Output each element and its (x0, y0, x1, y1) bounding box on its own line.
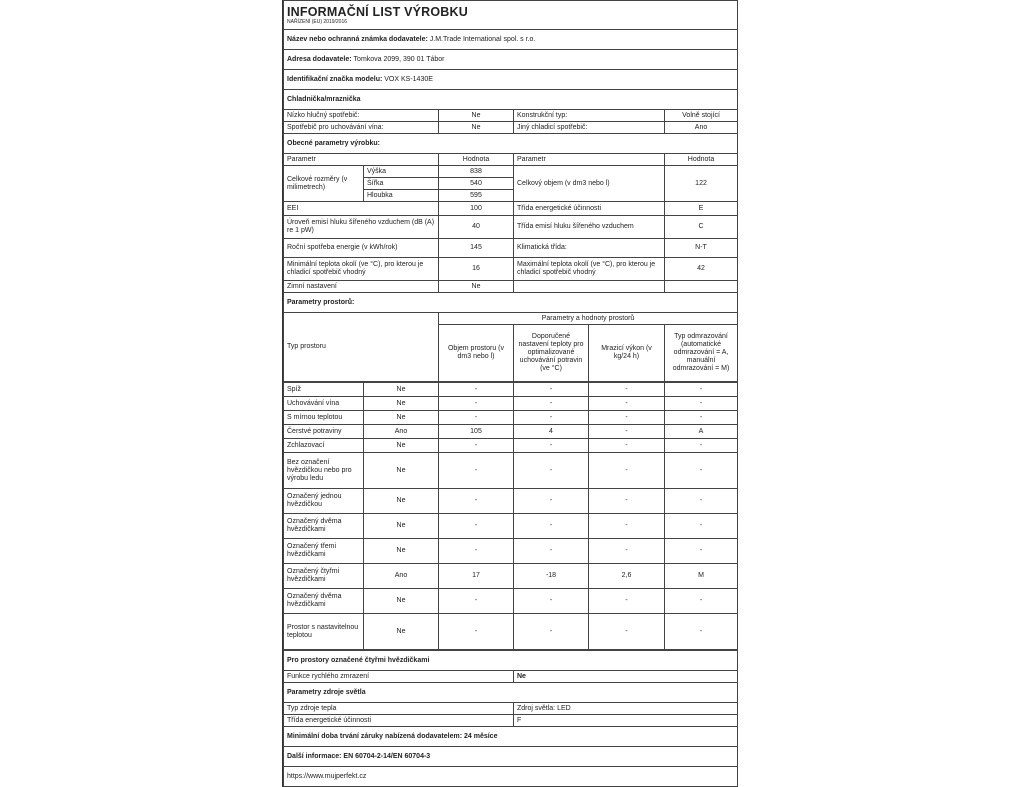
light-class-label: Třída energetické účinnosti (284, 715, 514, 727)
param-label: Třída emisí hluku šířeného vzduchem (514, 216, 665, 239)
title-row (284, 1, 738, 30)
compartment-temperature: - (514, 453, 589, 489)
general-header-row (284, 154, 738, 166)
compartment-name: Spíž (284, 383, 364, 397)
dimension-value: 595 (439, 190, 514, 202)
compartment-present: Ne (364, 514, 439, 539)
compartment-name: Označený jednou hvězdičkou (284, 489, 364, 514)
light-class-row (284, 715, 738, 727)
compartment-volume: 105 (439, 425, 514, 439)
compartment-defrost-type: - (665, 614, 738, 650)
compartment-defrost-type: - (665, 539, 738, 564)
category-left-value: Ne (439, 110, 514, 122)
compartment-freezing-capacity: - (589, 614, 665, 650)
supplier-name-label: Název nebo ochranná známka dodavatele: (287, 35, 428, 43)
col-header-param: Parametr (284, 154, 439, 166)
col-header-value: Hodnota (439, 154, 514, 166)
compartment-name: S mírnou teplotou (284, 411, 364, 425)
compartment-row (284, 453, 738, 489)
light-heading: Parametry zdroje světla (284, 683, 738, 703)
compartment-present: Ne (364, 489, 439, 514)
compartment-name: Označený dvěma hvězdičkami (284, 514, 364, 539)
compartment-defrost-type: A (665, 425, 738, 439)
compartment-freezing-capacity: - (589, 514, 665, 539)
compartment-present: Ano (364, 564, 439, 589)
compartment-name: Čerstvé potraviny (284, 425, 364, 439)
param-label: Maximální teplota okolí (ve °C), pro kterou je chladicí spotřebič vhodný (514, 258, 665, 281)
supplier-address-value: Tomkova 2099, 390 01 Tábor (353, 55, 445, 63)
category-right-label: Konstrukční typ: (514, 110, 665, 122)
category-right-value: Volně stojící (665, 110, 738, 122)
general-row (284, 202, 738, 216)
regulation-reference: NAŘÍZENÍ (EU) 2019/2016 (287, 19, 348, 25)
param-value: 42 (665, 258, 738, 281)
compartment-name: Označený čtyřmi hvězdičkami (284, 564, 364, 589)
compartment-group-header: Parametry a hodnoty prostorů (439, 313, 738, 325)
compartment-type-header: Typ prostoru (284, 313, 439, 382)
compartment-row (284, 614, 738, 650)
category-row (284, 122, 738, 134)
compartment-volume: - (439, 514, 514, 539)
info-table (283, 0, 738, 382)
compartment-freezing-capacity: - (589, 589, 665, 614)
compartment-volume: - (439, 614, 514, 650)
compartment-temperature: - (514, 411, 589, 425)
param-label: Klimatická třída: (514, 239, 665, 258)
compartment-freezing-capacity: 2,6 (589, 564, 665, 589)
compartment-temperature: - (514, 514, 589, 539)
compartment-freezing-capacity: - (589, 453, 665, 489)
compartment-row (284, 411, 738, 425)
dimension-row (284, 166, 738, 178)
dimensions-label: Celkové rozměry (v milimetrech) (284, 166, 364, 202)
compartment-row (284, 383, 738, 397)
warranty-row (284, 727, 738, 747)
compartment-temperature: - (514, 383, 589, 397)
compartment-volume: - (439, 397, 514, 411)
compartment-defrost-type: M (665, 564, 738, 589)
website-link[interactable]: https://www.mujperfekt.cz (284, 767, 738, 787)
light-class-value: F (514, 715, 738, 727)
compartment-name: Prostor s nastavitelnou teplotou (284, 614, 364, 650)
product-information-sheet (282, 0, 738, 787)
compartment-temperature: -18 (514, 564, 589, 589)
category-right-value: Ano (665, 122, 738, 134)
fast-freeze-value: Ne (514, 671, 738, 683)
compartment-present: Ne (364, 453, 439, 489)
supplier-address-row (284, 50, 738, 70)
light-type-label: Typ zdroje tepla (284, 703, 514, 715)
url-row (284, 767, 738, 787)
category-row (284, 110, 738, 122)
compartment-temperature: - (514, 439, 589, 453)
compartment-row (284, 425, 738, 439)
param-label (514, 281, 665, 293)
compartment-rows-table (283, 382, 738, 650)
category-left-label: Spotřebič pro uchovávání vína: (284, 122, 439, 134)
compartment-row (284, 539, 738, 564)
general-heading: Obecné parametry výrobku: (284, 134, 738, 154)
compartment-defrost-type: - (665, 453, 738, 489)
compartment-freezing-capacity: - (589, 489, 665, 514)
dimension-value: 540 (439, 178, 514, 190)
col-header-value: Hodnota (665, 154, 738, 166)
page-title: INFORMAČNÍ LIST VÝROBKU (287, 5, 468, 19)
compartment-volume: - (439, 453, 514, 489)
compartment-present: Ano (364, 425, 439, 439)
fast-freeze-row (284, 671, 738, 683)
col-header-param: Parametr (514, 154, 665, 166)
model-id-row (284, 70, 738, 90)
param-value: E (665, 202, 738, 216)
compartment-present: Ne (364, 397, 439, 411)
compartment-present: Ne (364, 539, 439, 564)
compartment-defrost-type: - (665, 383, 738, 397)
category-heading: Chladnička/mraznička (284, 90, 738, 110)
general-row (284, 216, 738, 239)
compartment-defrost-type: - (665, 411, 738, 425)
compartment-freezing-capacity: - (589, 439, 665, 453)
light-type-value: Zdroj světla: LED (514, 703, 738, 715)
compartment-name: Označený třemi hvězdičkami (284, 539, 364, 564)
param-value: 100 (439, 202, 514, 216)
supplier-name-value: J.M.Trade International spol. s r.o. (429, 35, 536, 43)
param-label: Roční spotřeba energie (v kWh/rok) (284, 239, 439, 258)
compartment-row (284, 489, 738, 514)
param-value (665, 281, 738, 293)
param-value: C (665, 216, 738, 239)
compartment-present: Ne (364, 439, 439, 453)
col-header-temperature: Doporučené nastavení teploty pro optimalizované uchovávání potravin (ve °C) (514, 325, 589, 382)
dimension-label: Výška (364, 166, 439, 178)
light-heading-row (284, 683, 738, 703)
warranty-text: Minimální doba trvání záruky nabízená dodavatelem: 24 měsíce (284, 727, 738, 747)
compartment-defrost-type: - (665, 489, 738, 514)
compartment-temperature: - (514, 589, 589, 614)
param-value: N-T (665, 239, 738, 258)
compartments-heading: Parametry prostorů: (284, 293, 738, 313)
param-label: Úroveň emisí hluku šířeného vzduchem (dB (A) re 1 pW) (284, 216, 439, 239)
dimension-value: 838 (439, 166, 514, 178)
dimension-label: Šířka (364, 178, 439, 190)
compartment-temperature: - (514, 489, 589, 514)
category-left-label: Nízko hlučný spotřebič: (284, 110, 439, 122)
compartment-name: Zchlazovací (284, 439, 364, 453)
compartment-volume: - (439, 439, 514, 453)
compartment-freezing-capacity: - (589, 397, 665, 411)
compartment-freezing-capacity: - (589, 539, 665, 564)
general-heading-row (284, 134, 738, 154)
compartments-heading-row (284, 293, 738, 313)
compartment-defrost-type: - (665, 397, 738, 411)
compartment-volume: - (439, 589, 514, 614)
param-label: Minimální teplota okolí (ve °C), pro kterou je chladicí spotřebič vhodný (284, 258, 439, 281)
compartment-volume: - (439, 411, 514, 425)
total-volume-label: Celkový objem (v dm3 nebo l) (514, 166, 665, 202)
compartment-temperature: 4 (514, 425, 589, 439)
compartment-defrost-type: - (665, 514, 738, 539)
compartment-present: Ne (364, 411, 439, 425)
param-value: 16 (439, 258, 514, 281)
compartment-freezing-capacity: - (589, 411, 665, 425)
compartment-temperature: - (514, 614, 589, 650)
col-header-defrost-type: Typ odmrazování (automatické odmrazování = A, manuální odmrazování = M) (665, 325, 738, 382)
compartment-row (284, 564, 738, 589)
info-table-lower (283, 650, 738, 787)
compartment-present: Ne (364, 383, 439, 397)
param-label: Třída energetické účinnosti (514, 202, 665, 216)
total-volume-value: 122 (665, 166, 738, 202)
four-star-heading: Pro prostory označené čtyřmi hvězdičkami (284, 651, 738, 671)
supplier-address-label: Adresa dodavatele: (287, 55, 352, 63)
compartment-volume: - (439, 489, 514, 514)
compartment-temperature: - (514, 539, 589, 564)
model-id-value: VOX KS-1430E (384, 75, 433, 83)
compartment-defrost-type: - (665, 589, 738, 614)
general-row (284, 281, 738, 293)
compartment-volume: 17 (439, 564, 514, 589)
compartment-present: Ne (364, 614, 439, 650)
compartment-row (284, 397, 738, 411)
four-star-heading-row (284, 651, 738, 671)
compartment-freezing-capacity: - (589, 383, 665, 397)
param-value: Ne (439, 281, 514, 293)
compartment-row (284, 439, 738, 453)
col-header-freezing-capacity: Mrazicí výkon (v kg/24 h) (589, 325, 665, 382)
fast-freeze-label: Funkce rychlého zmrazení (284, 671, 514, 683)
additional-info-text: Další informace: EN 60704-2-14/EN 60704-3 (284, 747, 738, 767)
compartment-row (284, 514, 738, 539)
dimension-label: Hloubka (364, 190, 439, 202)
compartment-name: Bez označení hvězdičkou nebo pro výrobu ledu (284, 453, 364, 489)
compartment-row (284, 589, 738, 614)
category-right-label: Jiný chladicí spotřebič: (514, 122, 665, 134)
param-label: EEI (284, 202, 439, 216)
compartment-temperature: - (514, 397, 589, 411)
compartment-freezing-capacity: - (589, 425, 665, 439)
category-left-value: Ne (439, 122, 514, 134)
compartment-defrost-type: - (665, 439, 738, 453)
light-type-row (284, 703, 738, 715)
col-header-volume: Objem prostoru (v dm3 nebo l) (439, 325, 514, 382)
compartment-name: Označený dvěma hvězdičkami (284, 589, 364, 614)
compartment-volume: - (439, 539, 514, 564)
compartments-group-header-row (284, 313, 738, 325)
supplier-name-row (284, 30, 738, 50)
model-id-label: Identifikační značka modelu: (287, 75, 383, 83)
param-value: 40 (439, 216, 514, 239)
compartment-volume: - (439, 383, 514, 397)
additional-info-row (284, 747, 738, 767)
general-row (284, 258, 738, 281)
compartment-present: Ne (364, 589, 439, 614)
general-row (284, 239, 738, 258)
param-value: 145 (439, 239, 514, 258)
param-label: Zimní nastavení (284, 281, 439, 293)
compartment-name: Uchovávání vína (284, 397, 364, 411)
category-heading-row (284, 90, 738, 110)
